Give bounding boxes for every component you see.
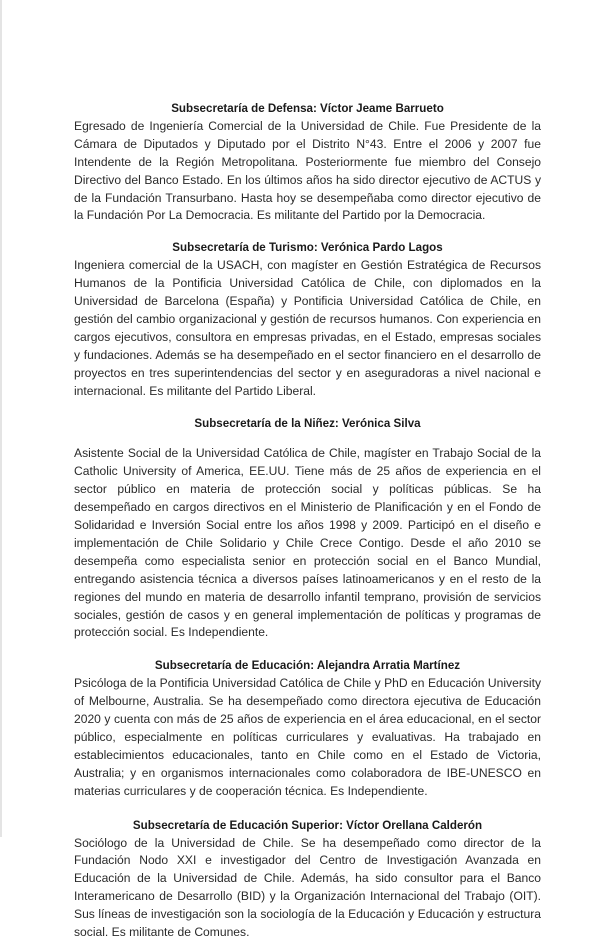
section-turismo [74,239,541,400]
page-left-edge [0,0,2,837]
section-defensa [74,100,541,225]
document-page [74,100,541,942]
section-educacion-superior [74,817,541,942]
section-body: Egresado de Ingeniería Comercial de la Universidad de Chile. Fue Presidente de la Cámara de Diputados y Diputado por el Distrito N°43. Entre el 2006 y 2007 fue Intendente de la Región Metropolitana. Posteriormente fue miembro del Consejo Directivo del Banco Estado. En los últimos años ha sido director ejecutivo de ACTUS y de la Fundación Transurbano. Hasta hoy se desempeñaba como director ejecutivo de la Fundación Por La Democracia. Es militante del Partido por la Democracia. [74,118,541,223]
section-body: Ingeniera comercial de la USACH, con magíster en Gestión Estratégica de Recursos Humanos de la Pontificia Universidad Católica de Chile, con diplomados en la Universidad de Barcelona (España) y Pontificia Universidad Católica de Chile, en gestión del cambio organizacional y gestión de recursos humanos. Con experiencia en cargos ejecutivos, consultora en empresas privadas, en el Estado, empresas sociales y fundaciones. Además se ha desempeñado en el sector financiero en el desarrollo de proyectos en tres superintendencias del sector y en aseguradoras a nivel nacional e internacional. Es militante del Partido Liberal. [74,258,541,398]
section-educacion [74,657,541,800]
section-body: Asistente Social de la Universidad Católica de Chile, magíster en Trabajo Social de la Catholic University of America, EE.UU. Tiene más de 25 años de experiencia en el sector público en materia de protección social y políticas públicas. Se ha desempeñado en cargos directivos en el Ministerio de Planificación y en el Fondo de Solidaridad e Inversión Social entre los años 1998 y 2009. Participó en el diseño e implementación de Chile Solidario y Chile Crece Contigo. Desde el año 2010 se desempeña como especialista senior en protección social en el Banco Mundial, entregando asistencia técnica a diversos países latinoamericanos y en el resto de la regiones del mundo en materia de desarrollo infantil temprano, provisión de servicios sociales, gestión de casos y en general implementación de políticas y programas de protección social. Es Independiente. [74,446,541,640]
section-heading: Subsecretaría de Defensa: Víctor Jeame Barrueto [171,102,444,115]
section-heading: Subsecretaría de Educación Superior: Víctor Orellana Calderón [132,818,483,832]
section-body: Sociólogo de la Universidad de Chile. Se ha desempeñado como director de la Fundación Nodo XXI e investigador del Centro de Investigación Avanzada en Educación de la Universidad de Chile. Además, ha sido consultor para el Banco Interamericano de Desarrollo (BID) y la Organización Internacional del Trabajo (OIT). Sus líneas de investigación son la sociología de la Educación y Educación y estructura social. Es militante de Comunes. [74,835,541,940]
section-ninez [74,415,541,643]
section-heading: Subsecretaría de la Niñez: Verónica Silva [194,416,421,430]
section-heading: Subsecretaría de Turismo: Verónica Pardo Lagos [172,241,443,255]
section-body: Psicóloga de la Pontificia Universidad Católica de Chile y PhD en Educación University of Melbourne, Australia. Se ha desempeñado como directora ejecutiva de Educación 2020 y cuenta con más de 25 años de experiencia en el área educacional, en el sector público, especialmente en políticas curriculares y evaluativas. Ha trabajado en establecimientos educacionales, tanto en Chile como en el Estado de Victoria, Australia; y en organismos internacionales como colaboradora de IBE-UNESCO en materias curriculares y de cooperación técnica. Es Independiente. [74,676,541,798]
section-heading: Subsecretaría de Educación: Alejandra Arratia Martínez [154,659,461,673]
